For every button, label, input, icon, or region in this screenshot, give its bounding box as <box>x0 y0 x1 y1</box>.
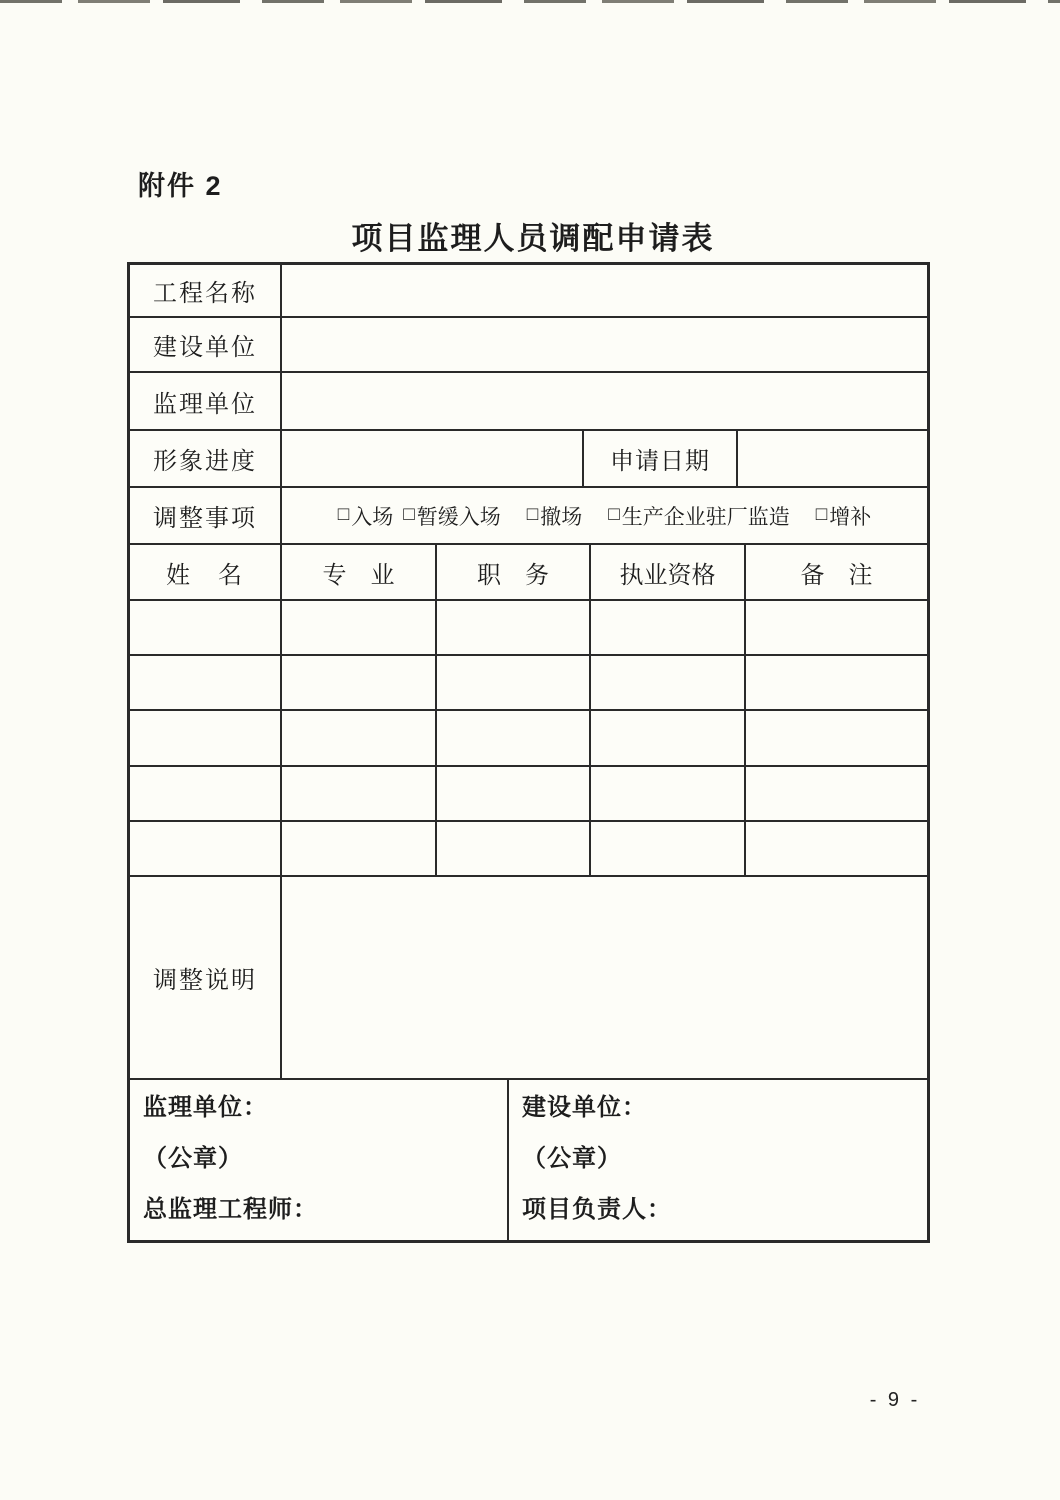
project-name-value <box>282 265 927 316</box>
personnel-cell <box>746 711 927 764</box>
personnel-cell <box>746 656 927 709</box>
adjustment-options <box>282 488 927 543</box>
checkbox-icon: □ <box>337 503 350 525</box>
personnel-cell <box>437 601 591 654</box>
personnel-cell <box>130 767 282 820</box>
checkbox-option-entry <box>338 501 393 531</box>
personnel-cell <box>437 711 591 764</box>
checkbox-option-label: 增补 <box>829 505 872 529</box>
checkbox-option-label: 生产企业驻厂监造 <box>621 505 790 529</box>
checkbox-option-label: 入场 <box>351 505 394 529</box>
construction-unit-label: 建设单位 <box>130 318 282 371</box>
personnel-cell <box>746 601 927 654</box>
checkbox-option-withdraw <box>527 501 582 531</box>
personnel-cell <box>130 601 282 654</box>
progress-value <box>282 431 584 486</box>
personnel-empty-row <box>130 822 927 877</box>
page-number: - 9 - <box>869 1389 921 1411</box>
row-project-name <box>130 265 927 318</box>
personnel-cell <box>130 711 282 764</box>
personnel-cell <box>282 656 437 709</box>
personnel-cell <box>437 767 591 820</box>
personnel-cell <box>591 711 746 764</box>
attachment-label: 附件 2 <box>138 171 223 201</box>
personnel-empty-row <box>130 711 927 766</box>
checkbox-icon: □ <box>526 503 539 525</box>
checkbox-option-postpone-entry <box>403 501 500 531</box>
personnel-cell <box>437 822 591 875</box>
checkbox-option-supplement <box>816 501 871 531</box>
personnel-cell <box>746 822 927 875</box>
personnel-cell <box>591 601 746 654</box>
application-form-table <box>127 262 930 1243</box>
construction-signature-block <box>509 1080 927 1240</box>
checkbox-icon: □ <box>608 503 620 525</box>
personnel-cell <box>130 822 282 875</box>
progress-label: 形象进度 <box>130 431 282 486</box>
supervision-signature-block <box>130 1080 509 1240</box>
supervision-unit-sign-label: 监理单位： <box>143 1094 268 1122</box>
row-adjustment-note <box>130 877 927 1080</box>
row-adjustment-items <box>130 488 927 545</box>
construction-unit-value <box>282 318 927 371</box>
personnel-cell <box>746 767 927 820</box>
application-date-label: 申请日期 <box>584 431 738 486</box>
page-title: 项目监理人员调配申请表 <box>351 221 715 256</box>
checkbox-option-label: 撤场 <box>540 505 583 529</box>
personnel-empty-row <box>130 601 927 656</box>
personnel-header-position: 职 务 <box>437 545 591 599</box>
project-manager-label: 项目负责人： <box>522 1196 672 1224</box>
row-supervision-unit <box>130 373 927 431</box>
personnel-header-specialty: 专 业 <box>282 545 437 599</box>
personnel-cell <box>437 656 591 709</box>
personnel-header-qualification: 执业资格 <box>591 545 746 599</box>
adjustment-items-label: 调整事项 <box>130 488 282 543</box>
official-seal-label: （公章） <box>522 1145 622 1173</box>
checkbox-icon: □ <box>403 503 415 525</box>
application-date-value <box>738 431 927 486</box>
row-construction-unit <box>130 318 927 373</box>
adjustment-note-label: 调整说明 <box>130 877 282 1078</box>
personnel-cell <box>591 822 746 875</box>
row-signatures <box>130 1080 927 1240</box>
personnel-cell <box>282 767 437 820</box>
personnel-cell <box>282 711 437 764</box>
personnel-empty-row <box>130 656 927 711</box>
checkbox-icon: □ <box>815 503 828 525</box>
personnel-header-remarks: 备 注 <box>800 561 873 589</box>
personnel-header-name: 姓 名 <box>130 545 282 599</box>
row-progress-date <box>130 431 927 488</box>
chief-supervision-engineer-label: 总监理工程师： <box>143 1196 318 1224</box>
personnel-cell <box>591 656 746 709</box>
personnel-cell <box>282 822 437 875</box>
personnel-header-row <box>130 545 927 601</box>
supervision-unit-value <box>282 373 927 429</box>
official-seal-label: （公章） <box>143 1145 243 1173</box>
personnel-cell <box>591 767 746 820</box>
personnel-cell <box>282 601 437 654</box>
supervision-unit-label: 监理单位 <box>130 373 282 429</box>
personnel-empty-row <box>130 767 927 822</box>
checkbox-option-label: 暂缓入场 <box>416 505 501 529</box>
checkbox-option-factory-supervision <box>608 501 789 531</box>
construction-unit-sign-label: 建设单位： <box>522 1094 647 1122</box>
project-name-label: 工程名称 <box>130 265 282 316</box>
page-top-scan-artifact <box>0 0 1060 3</box>
personnel-cell <box>130 656 282 709</box>
adjustment-note-value <box>282 877 927 1078</box>
